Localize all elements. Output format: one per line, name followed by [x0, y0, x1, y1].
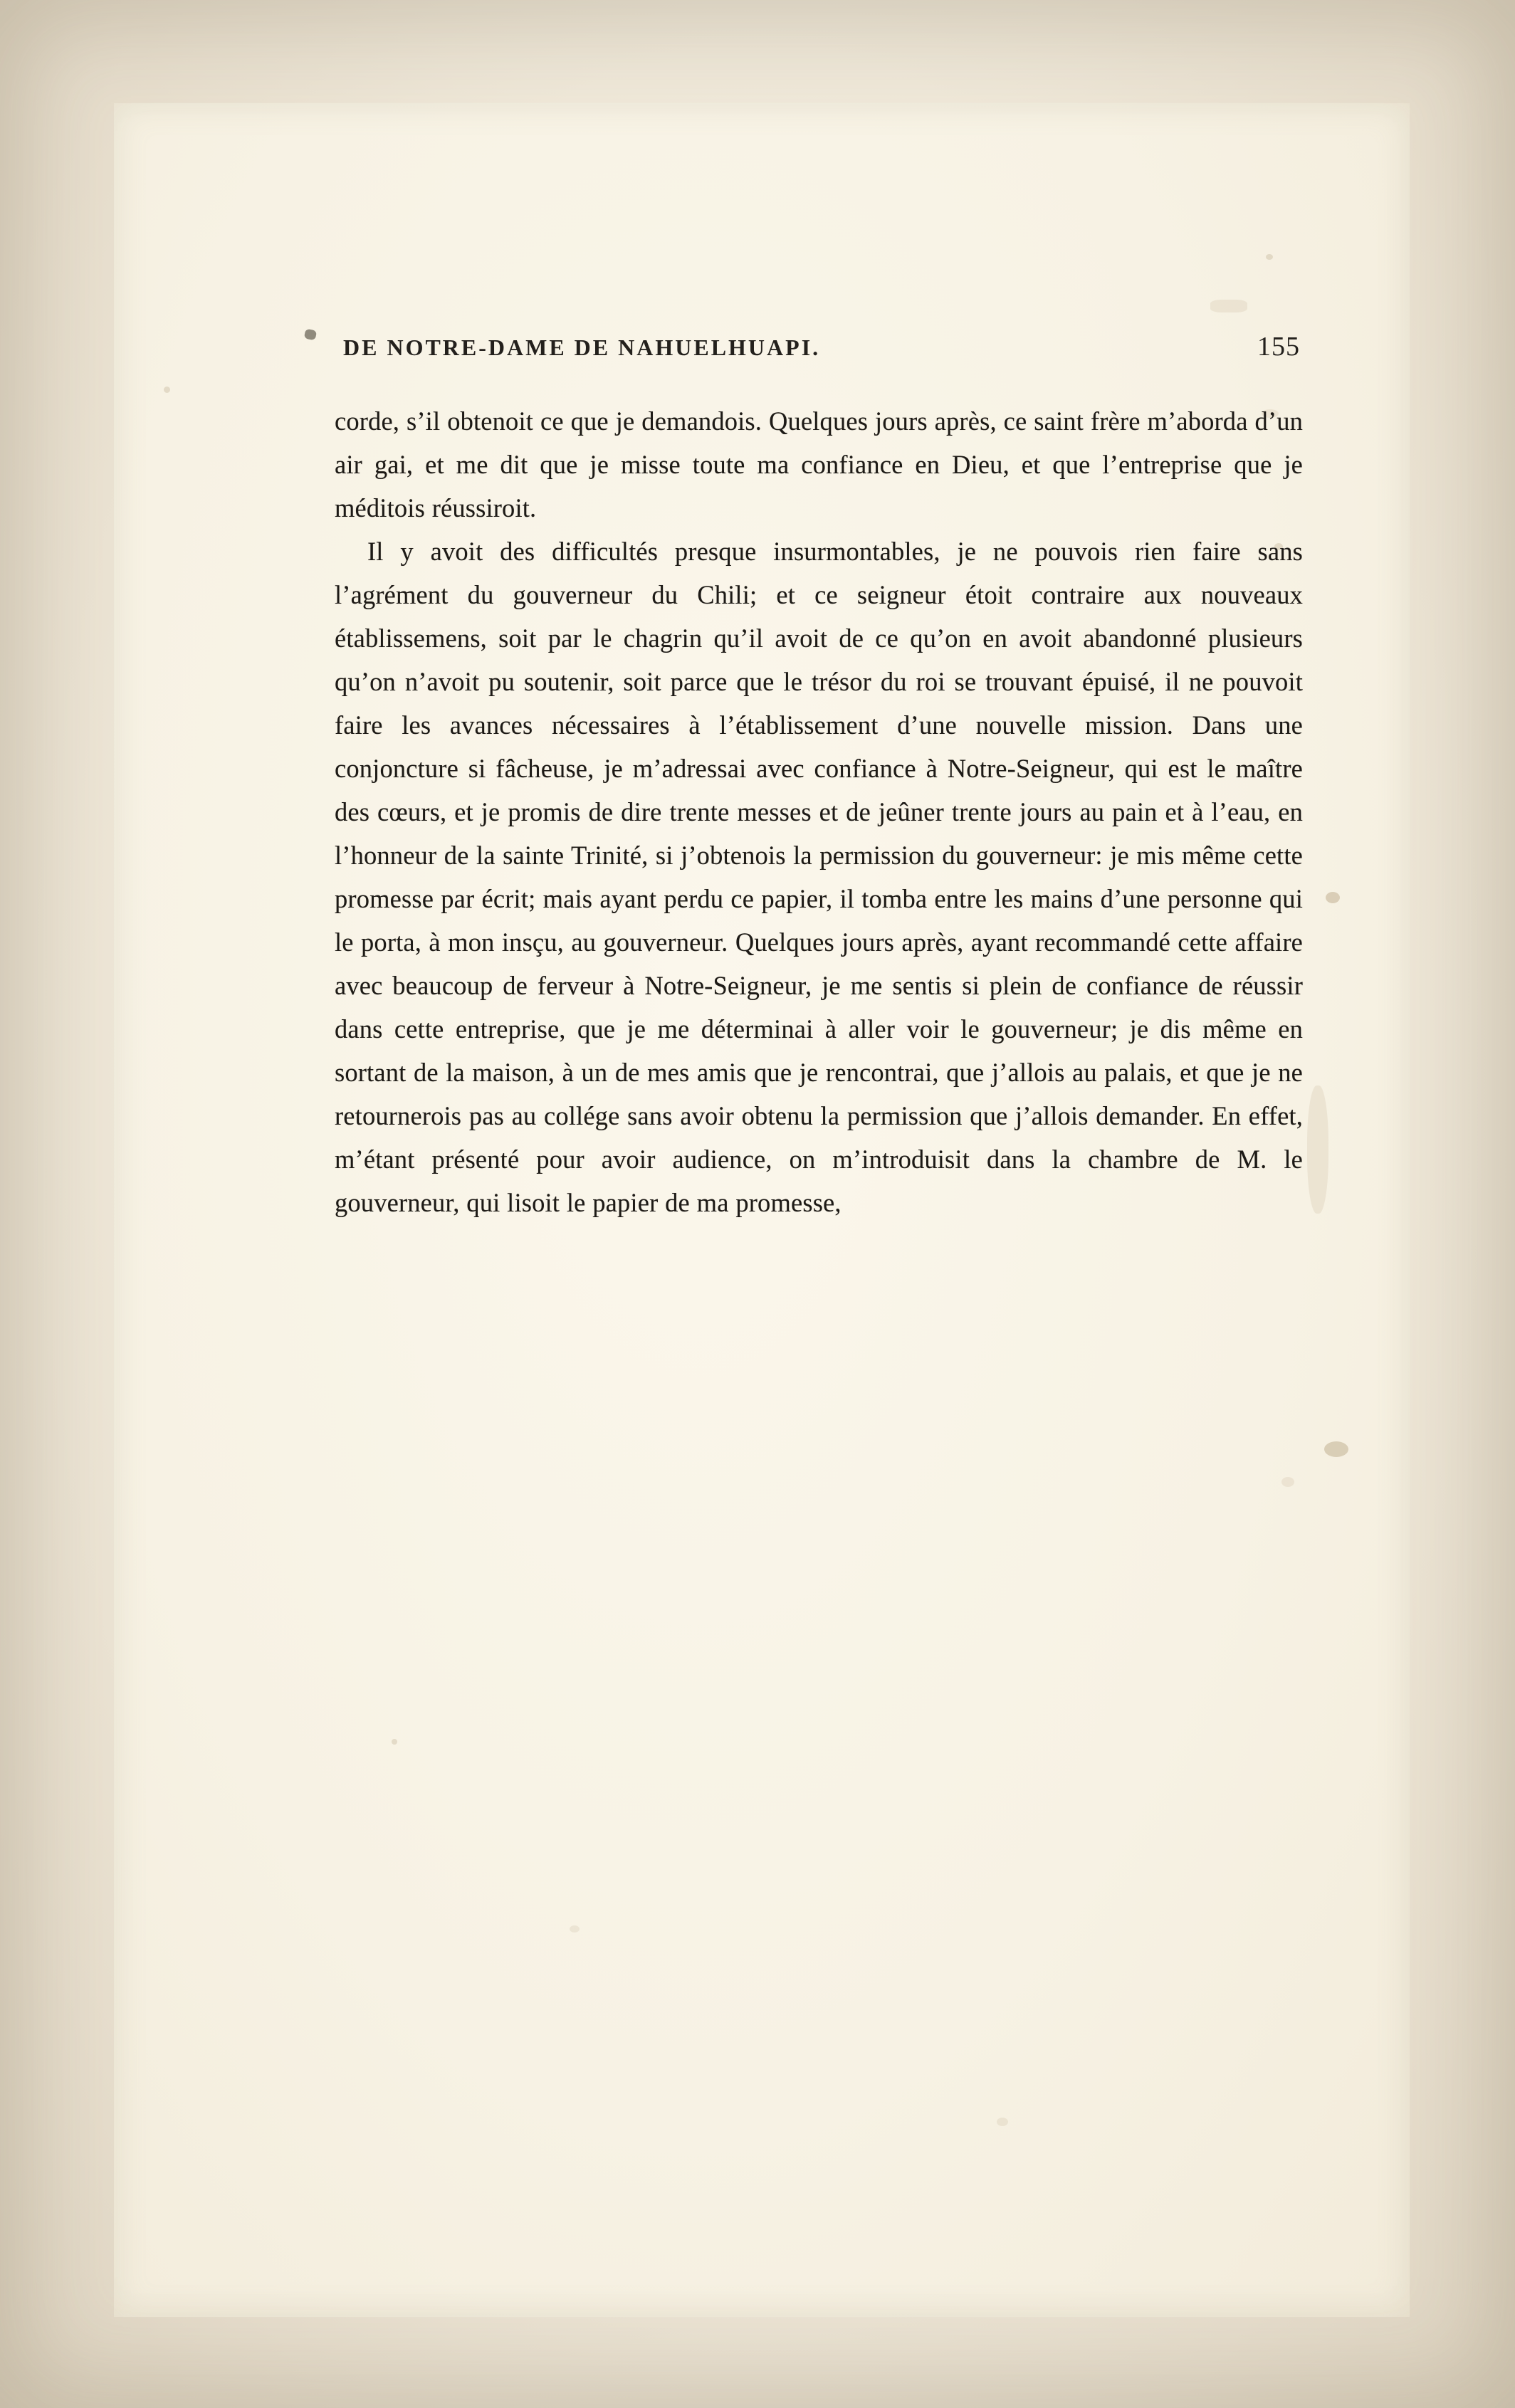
paper-speck	[1307, 1085, 1328, 1214]
page-number: 155	[1257, 332, 1300, 362]
running-head-title: DE NOTRE-DAME DE NAHUELHUAPI.	[343, 335, 821, 360]
paper-speck	[1210, 300, 1247, 312]
paper-speck	[1324, 1441, 1348, 1457]
paper-speck	[392, 1739, 397, 1745]
body-text	[335, 399, 1303, 1224]
running-head	[335, 331, 1303, 362]
paper-speck	[1281, 1477, 1294, 1487]
paper-speck	[1326, 892, 1340, 903]
paper-speck	[1266, 254, 1273, 260]
book-page	[114, 103, 1410, 2317]
paper-speck	[164, 387, 170, 393]
text-column	[335, 331, 1303, 1224]
paper-speck	[570, 1925, 580, 1933]
paragraph: Il y avoit des difficultés presque insurmontables, je ne pouvois rien faire sans l’agrément du gouverneur du Chili; et ce seigneur étoit contraire aux nouveaux établissemens, soit par le chagrin qu’il avoit de ce qu’on en avoit abandonné plusieurs qu’on n’avoit pu soutenir, soit parce que le trésor du roi se trouvant épuisé, il ne pouvoit faire les avances nécessaires à l’établissement d’une nouvelle mission. Dans une conjoncture si fâcheuse, je m’adressai avec confiance à Notre-Seigneur, qui est le maître des cœurs, et je promis de dire trente messes et de jeûner trente jours au pain et à l’eau, en l’honneur de la sainte Trinité, si j’obtenois la permission du gouverneur: je mis même cette promesse par écrit; mais ayant perdu ce papier, il tomba entre les mains d’une personne qui le porta, à mon insçu, au gouverneur. Quelques jours après, ayant recommandé cette affaire avec beaucoup de ferveur à Notre-Seigneur, je me sentis si plein de confiance de réussir dans cette entreprise, que je me déterminai à aller voir le gouverneur; je dis même en sortant de la maison, à un de mes amis que je rencontrai, que j’allois au palais, et que je ne retournerois pas au collége sans avoir obtenu la permission que j’allois demander. En effet, m’étant présenté pour avoir audience, on m’introduisit dans la chambre de M. le gouverneur, qui lisoit le papier de ma promesse,	[335, 537, 1303, 1217]
ink-mark	[304, 328, 318, 340]
paragraph: corde, s’il obtenoit ce que je demandois. Quelques jours après, ce saint frère m’aborda d’un air gai, et me dit que je misse toute ma confiance en Dieu, et que l’entreprise que je méditois réussiroit.	[335, 406, 1303, 522]
paper-speck	[997, 2118, 1008, 2126]
